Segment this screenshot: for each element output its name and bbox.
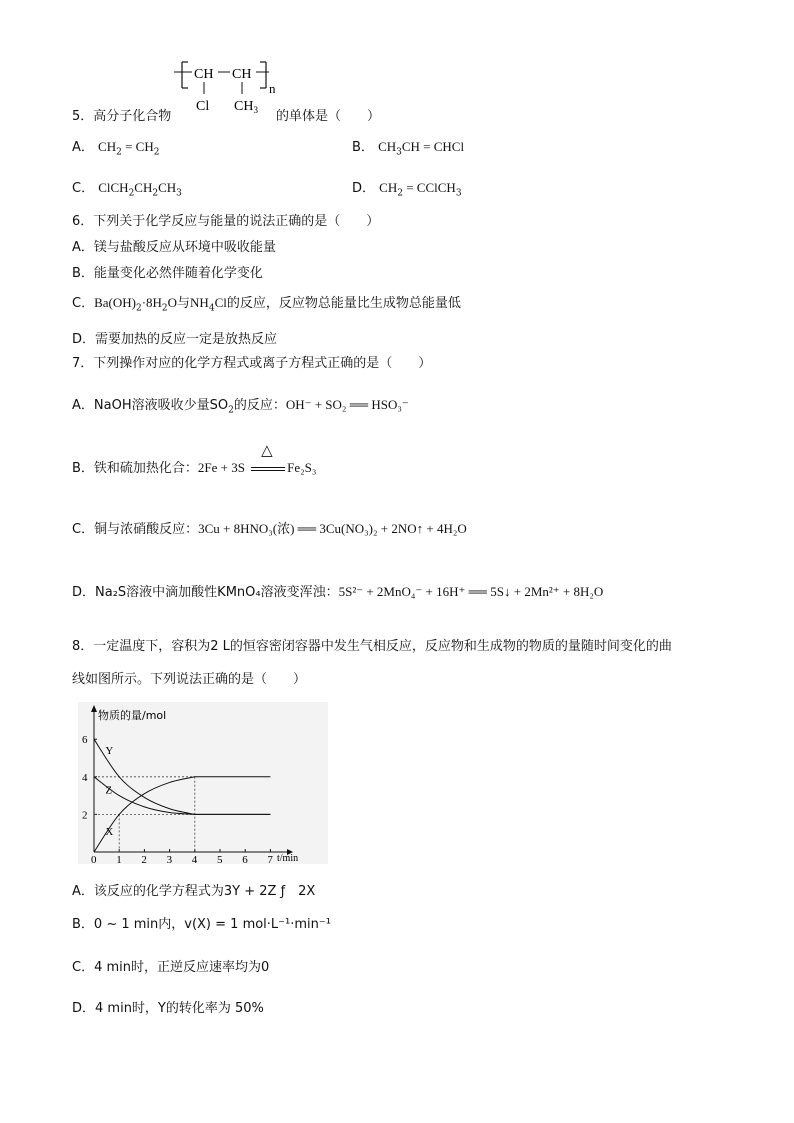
formula-sub: 2 [116,147,122,158]
formula-text: CH [98,139,117,154]
equation: 5S²⁻ + 2MnO₄⁻ + 16H⁺ ══ 5S↓ + 2Mn²⁺ + 8H₂O [338,584,604,599]
polymer-unit1: CH [194,67,214,82]
x-tick-label: 3 [166,854,173,864]
amount-time-chart [78,702,328,864]
polymer-sub1: Cl [196,99,210,114]
x-tick-label: 1 [116,854,122,864]
q6-stem: 6．下列关于化学反应与能量的说法正确的是（ ） [72,214,380,229]
y-tick-label: 4 [82,771,88,784]
q7-stem: 7．下列操作对应的化学方程式或离子方程式正确的是（ ） [72,356,432,371]
q5-stem-suffix: 的单体是（ ） [276,109,381,124]
formula-text: CH = CHCl [401,139,465,154]
q7-option-d[interactable] [72,581,603,600]
polymer-structure [174,58,284,120]
option-label: D． [352,181,376,196]
formula-sub: 2 [152,188,159,199]
polymer-n: n [269,81,276,96]
formula-sub: 2 [161,303,168,314]
option-text: 的反应，反应物总能量比生成物总能量低 [226,296,461,311]
option-text: B．铁和硫加热化合： [72,461,198,476]
x-tick-label: 5 [217,854,223,864]
formula-text: = CH [121,139,154,154]
formula-sub: 3 [455,188,462,199]
option-label: A． [72,140,94,155]
equation-left: 2Fe + 3S [197,460,245,475]
y-tick-label: 2 [82,809,88,822]
formula-text: CH [158,180,177,195]
option-label: C． [72,181,95,196]
x-tick-label: 2 [141,854,147,864]
q8-option-b[interactable]: B．0 ~ 1 min内，v(X) = 1 mol·L⁻¹·min⁻¹ [72,917,331,932]
q5-option-b[interactable] [352,136,464,158]
formula-sub: 4 [208,303,215,314]
x-axis-label: t/min [277,853,299,864]
formula-sub: 3 [396,147,402,158]
formula-sub: 2 [397,188,403,199]
option-text: C．铜与浓硝酸反应： [72,522,199,537]
equation: 3Cu + 8HNO₃(浓) ══ 3Cu(NO₃)₂ + 2NO↑ + 4H₂O [198,521,467,536]
q8-stem-line1: 8．一定温度下，容积为2 L的恒容密闭容器中发生气相反应，反应物和生成物的物质的量随时间变化的曲 [72,639,672,654]
heat-arrow [249,441,287,476]
option-text: 的反应： [233,398,286,413]
equals-bar [251,467,285,471]
formula-sub: 2 [128,188,135,199]
series-label-y: Y [105,745,114,758]
q8-stem-line2: 线如图所示。下列说法正确的是（ ） [72,672,307,687]
q5-option-d[interactable] [352,177,462,199]
formula-sub: 2 [135,303,142,314]
option-text: D．Na₂S溶液中滴加酸性KMnO₄溶液变浑浊： [72,585,339,600]
formula-text: ·8H [141,295,162,310]
q6-option-c[interactable] [72,292,461,314]
formula-text: CH [134,180,153,195]
q6-option-a[interactable]: A．镁与盐酸反应从环境中吸收能量 [72,240,276,255]
x-tick-label: 4 [191,854,198,864]
q6-option-b[interactable]: B．能量变化必然伴随着化学变化 [72,266,263,281]
delta-icon: △ [261,441,273,459]
q5-option-a[interactable] [72,136,159,158]
option-text: A．NaOH溶液吸收少量SO [72,398,229,413]
series-label-z: Z [105,784,113,797]
q7-option-b[interactable] [72,441,317,476]
formula-text: = CClCH [402,180,456,195]
equation: OH⁻ + SO₂ ══ HSO₃⁻ [285,397,409,412]
chart-svg [78,702,328,864]
q5-stem-prefix: 5．高分子化合物 [72,109,172,124]
formula-sub: 2 [153,147,160,158]
q8-option-d[interactable]: D．4 min时，Y的转化率为 50% [72,1001,264,1016]
q5-option-c[interactable] [72,177,182,199]
option-label: C． [72,296,95,311]
y-axis-arrow [91,705,97,712]
x-tick-label: 6 [242,854,248,864]
equation-right: Fe₂S₃ [287,460,317,475]
x-tick-label: 7 [267,854,273,864]
formula-text: Cl [214,295,227,310]
polymer-unit2: CH [232,67,252,82]
q6-option-d[interactable]: D．需要加热的反应一定是放热反应 [72,332,278,347]
polymer-sub2: $CH_3$ [234,99,258,115]
series-line-z [94,777,270,815]
y-axis-label: 物质的量/mol [98,709,167,722]
q8-option-c[interactable]: C．4 min时，正逆反应速率均为0 [72,960,270,975]
formula-sub: 2 [228,405,234,416]
q8-option-a[interactable]: A．该反应的化学方程式为3Y + 2Z ƒ 2X [72,884,316,899]
formula-text: CH [378,139,397,154]
formula-text: CH [379,180,398,195]
formula-text: ClCH [98,180,129,195]
q7-option-a[interactable] [72,394,409,416]
y-tick-label: 6 [82,734,88,747]
formula-sub: 3 [176,188,182,199]
formula-text: Ba(OH) [94,295,136,310]
option-label: B． [352,140,374,155]
series-label-x: X [105,826,114,839]
q7-option-c[interactable] [72,518,467,537]
x-tick-label: 0 [91,854,97,864]
formula-text: O与NH [167,295,209,310]
